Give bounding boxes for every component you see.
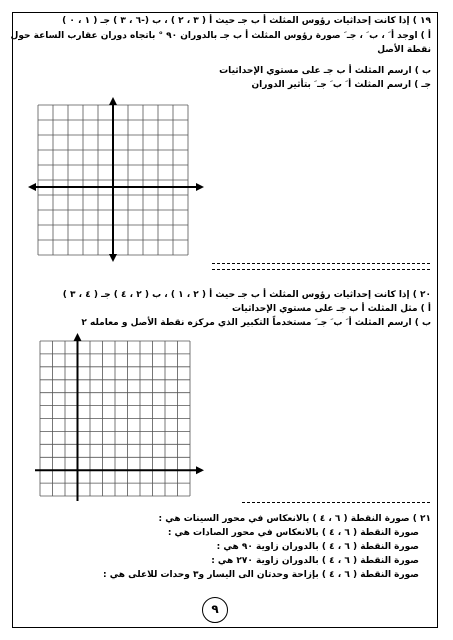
q21-line-5: صورة النقطة ( ٦ ، ٤ ) بإزاحة وحدتان الى اليسار و٣ وحدات للاعلى هي : <box>102 570 419 580</box>
q20-line-3: ب ) ارسم المثلث أ َ ب َ جـ َ مستخدماً التكبير الذي مركزه نقطة الأصل و معامله ٢ <box>81 318 431 328</box>
separator-2 <box>212 269 430 270</box>
q19-line-2: أ ) اوجد أ َ ، ب َ ، جـ َ صورة رؤوس المثلث أ ب جـ بالدوران ٩٠ ° باتجاه دوران عقارب الساعة حول <box>10 31 431 41</box>
q19-coordinate-grid[interactable] <box>28 97 208 262</box>
separator-1 <box>212 263 430 264</box>
q21-line-3: صورة النقطة ( ٦ ، ٤ ) بالدوران زاوية ٩٠ هي : <box>216 542 419 552</box>
separator-3 <box>242 502 430 503</box>
q20-line-2: أ ) مثل المثلث أ ب جـ على مستوي الإحداثيات <box>232 304 431 314</box>
q21-line-2: صورة النقطة ( ٦ ، ٤ ) بالانعكاس في محور الصادات هي : <box>167 528 419 538</box>
q21-line-4: صورة النقطة ( ٦ ، ٤ ) بالدوران زاوية ٢٧٠ هي : <box>211 556 419 566</box>
q19-line-5: جـ ) ارسم المثلث أ َ ب َ جـ َ بتأثير الدوران <box>251 80 431 90</box>
q20-line-1: ٢٠ ) إذا كانت إحداثيات رؤوس المثلث أ ب جـ حيث أ ( ٢ ، ١ ) ، ب ( ٢ ، ٤ ) جـ ( ٤ ، ٣ ) <box>62 290 431 300</box>
q20-coordinate-grid[interactable] <box>30 333 210 505</box>
page-number: ٩ <box>202 597 228 623</box>
q19-line-1: ١٩ ) إذا كانت إحداثيات رؤوس المثلث أ ب جـ حيث أ ( ٣ ، ٢ ) ، ب (-٦ ، ٣ ) جـ ( ١ ، ٠ ) <box>62 16 431 26</box>
q19-line-4: ب ) ارسم المثلث أ ب جـ على مستوي الإحداثيات <box>219 66 431 76</box>
q19-line-3: نقطة الأصل <box>377 45 431 55</box>
q21-line-1: ٢١ ) صورة النقطة ( ٦ ، ٤ ) بالانعكاس في محور السينات هي : <box>158 514 431 524</box>
